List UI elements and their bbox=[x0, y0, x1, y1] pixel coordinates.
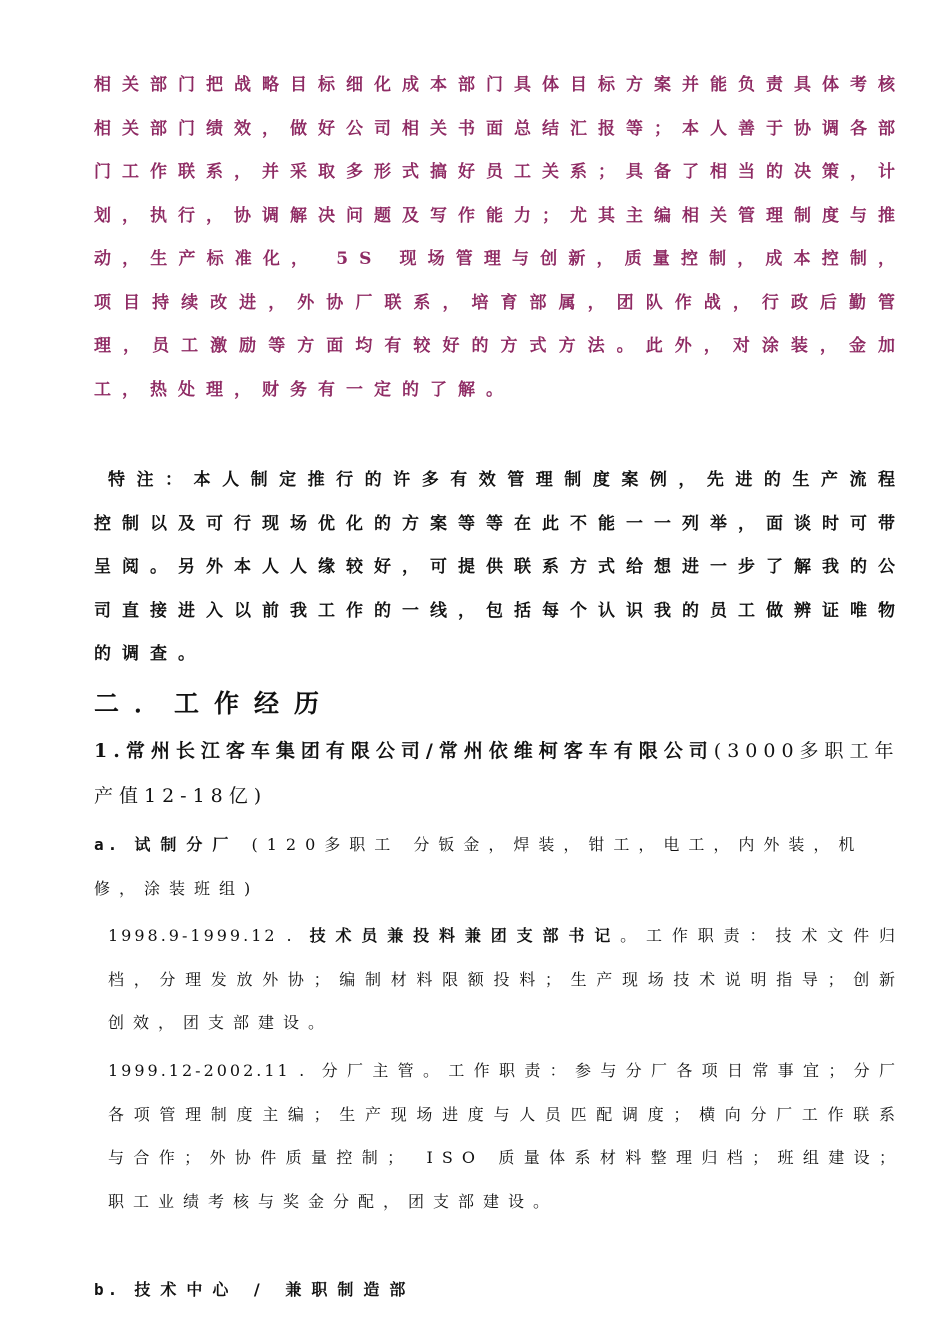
job-entry bbox=[108, 914, 904, 1045]
job-period: 1999.12-2002.11 . bbox=[108, 1061, 308, 1080]
company-detail: (3000多职工年产值12-18亿) bbox=[94, 740, 900, 807]
job-duties: 。工作职责：技术文件归档，分理发放外协；编制材料限额投料；生产现场技术说明指导；创新创效，团支部建设。 bbox=[108, 926, 904, 1032]
department-name: 试制分厂 bbox=[134, 835, 239, 854]
department-name: 技术中心 / 兼职制造部 bbox=[134, 1280, 416, 1299]
department-a-heading bbox=[94, 823, 904, 910]
department-letter: a. bbox=[94, 835, 122, 854]
company-name: 1.常州长江客车集团有限公司/常州依维柯客车有限公司 bbox=[94, 740, 714, 762]
special-note-paragraph: 特注：本人制定推行的许多有效管理制度案例，先进的生产流程控制以及可行现场优化的方案等等在此不能一一列举，面谈时可带呈阅。另外本人人缘较好，可提供联系方式给想进一步了解我的公司直接进入以前我工作的一线，包括每个认识我的员工做辨证唯物的调查。 bbox=[94, 470, 906, 664]
job-period: 1998.9-1999.12 . bbox=[108, 926, 295, 945]
job-title: 技术员兼投料兼团支部书记 bbox=[309, 926, 621, 945]
job-duties: 分厂主管。工作职责：参与分厂各项日常事宜；分厂各项管理制度主编；生产现场进度与人员匹配调度；横向分厂工作联系与合作；外协件质量控制； ISO 质量体系材料整理归档；班组建设；职工业绩考核与奖金分配，团支部建设。 bbox=[108, 1061, 904, 1211]
intro-paragraph: 相关部门把战略目标细化成本部门具体目标方案并能负责具体考核相关部门绩效，做好公司相关书面总结汇报等；本人善于协调各部门工作联系，并采取多形式搞好员工关系；具备了相当的决策，计划，执行，协调解决问题及写作能力；尤其主编相关管理制度与推动，生产标准化， 5S 现场管理与创新，质量控制，成本控制，项目持续改进，外协厂联系，培育部属，团队作战，行政后勤管理，员工激励等方面均有较好的方式方法。此外，对涂装，金加工，热处理，财务有一定的了解。 bbox=[94, 75, 906, 400]
section-title-work-experience: 二．工作经历 bbox=[94, 689, 335, 718]
company-heading bbox=[94, 729, 904, 819]
department-letter: b. bbox=[94, 1280, 122, 1299]
job-entry bbox=[108, 1049, 904, 1223]
department-note: (120多职工 分钣金，焊装，钳工，电工，内外装，机修，涂装班组) bbox=[94, 835, 864, 898]
department-b-heading bbox=[94, 1268, 904, 1312]
